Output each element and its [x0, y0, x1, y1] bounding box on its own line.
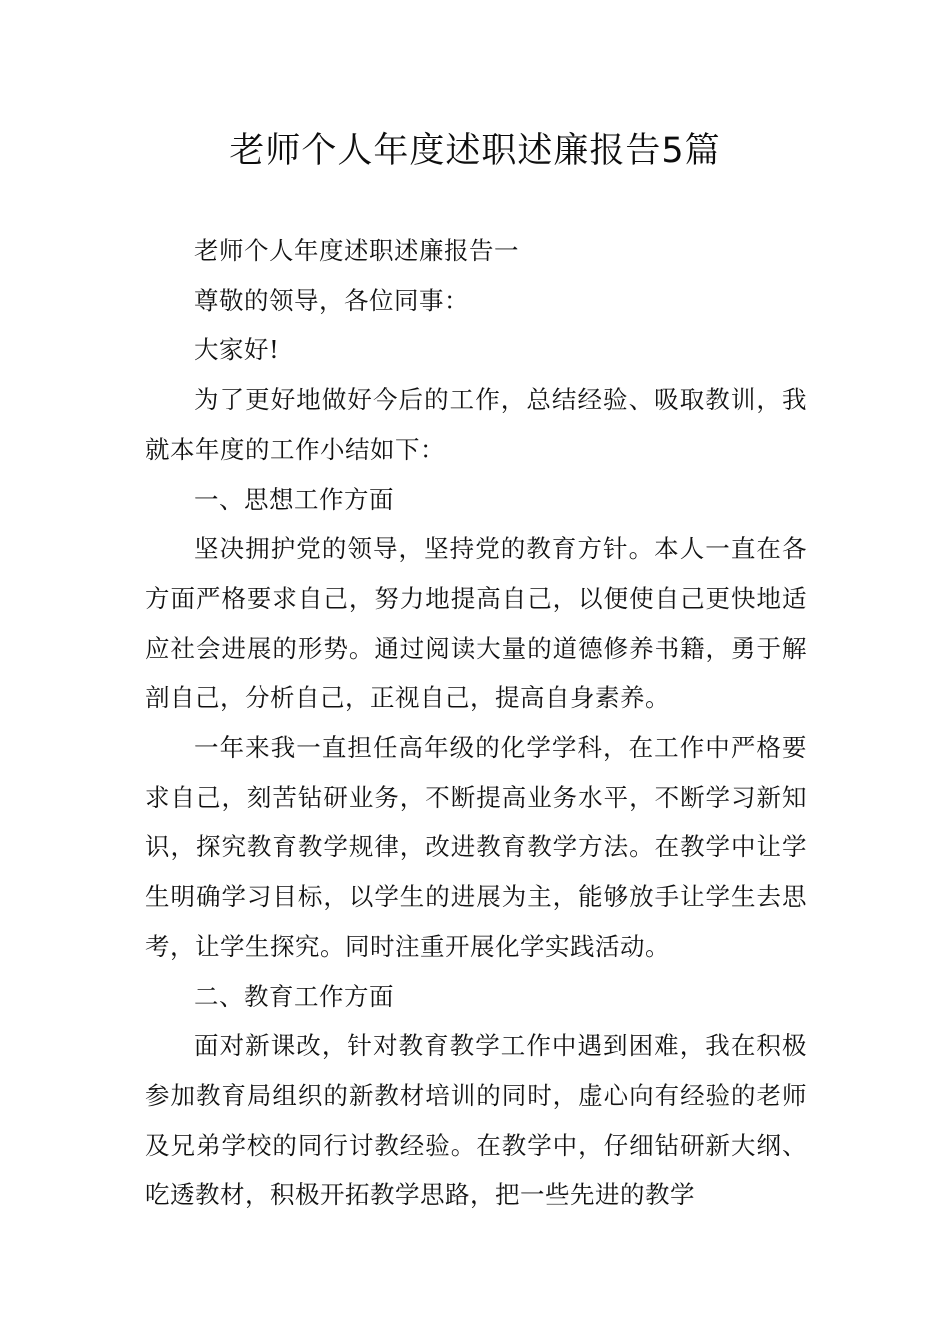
- document-title: 老师个人年度述职述廉报告5篇: [229, 131, 721, 171]
- report-subtitle: 老师个人年度述职述廉报告一: [194, 236, 519, 265]
- document-body: [145, 226, 807, 1220]
- section-heading-education: 二、教育工作方面: [194, 981, 394, 1011]
- greeting: 大家好!: [194, 335, 280, 365]
- education-paragraph: 面对新课改，针对教育教学工作中遇到困难，我在积极参加教育局组织的新教材培训的同时，虚心向有经验的老师及兄弟学校的同行讨教经验。在教学中，仔细钻研新大纲、吃透教材，积极开拓教学思路，把一些先进的教学: [145, 1031, 807, 1210]
- ideology-paragraph: 坚决拥护党的领导，坚持党的教育方针。本人一直在各方面严格要求自己，努力地提高自己，以便使自己更快地适应社会进展的形势。通过阅读大量的道德修养书籍，勇于解剖自己，分析自己，正视自己，提高自身素养。: [145, 534, 807, 713]
- intro-paragraph: 为了更好地做好今后的工作，总结经验、吸取教训，我就本年度的工作小结如下：: [145, 385, 807, 464]
- section-heading-ideology: 一、思想工作方面: [194, 484, 394, 514]
- teaching-paragraph: 一年来我一直担任高年级的化学学科，在工作中严格要求自己，刻苦钻研业务，不断提高业务水平，不断学习新知识，探究教育教学规律，改进教育教学方法。在教学中让学生明确学习目标，以学生的进展为主，能够放手让学生去思考，让学生探究。同时注重开展化学实践活动。: [145, 733, 807, 961]
- salutation: 尊敬的领导，各位同事：: [194, 285, 469, 315]
